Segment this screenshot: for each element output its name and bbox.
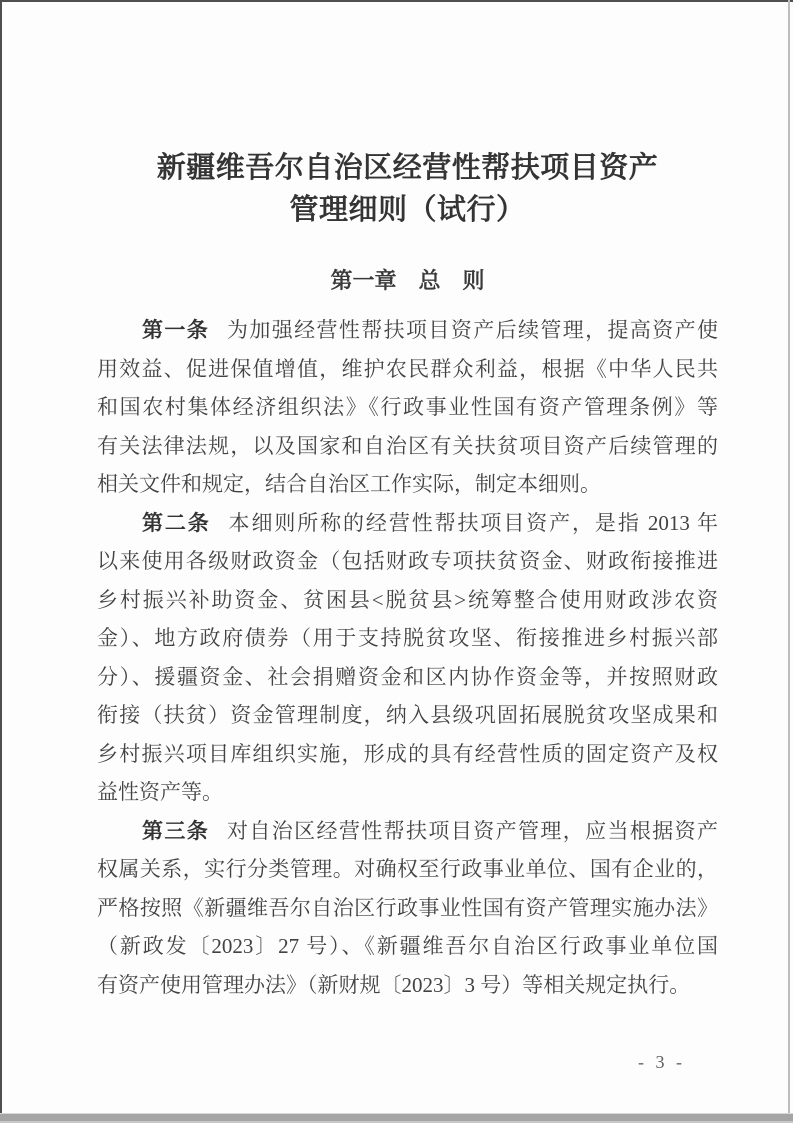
body-line: （新政发〔2023〕27 号）、《新疆维吾尔自治区行政事业单位国 [97, 934, 718, 958]
body-line: 乡村振兴补助资金、贫困县<脱贫县>统筹整合使用财政涉农资 [97, 587, 718, 612]
chapter-heading: 第一章 总 则 [330, 268, 485, 293]
body-line: 金）、地方政府债券（用于支持脱贫攻坚、衔接推进乡村振兴部 [97, 626, 718, 650]
paragraph-lead: 第三条 [142, 818, 210, 843]
first-line-text: 为加强经营性帮扶项目资产后续管理，提高资产使 [227, 318, 718, 342]
body-line: 有关法律法规，以及国家和自治区有关扶贫项目资产后续管理的 [97, 433, 718, 458]
scan-edge-right [788, 0, 790, 1122]
document-title [97, 147, 718, 231]
body-line: 用效益、促进保值增值，维护农民群众利益，根据《中华人民共 [97, 356, 718, 381]
paragraph [97, 812, 718, 1005]
body-line: 以来使用各级财政资金（包括财政专项扶贫资金、财政衔接推进 [97, 549, 718, 573]
document-title-line-2: 管理细则（试行） [289, 194, 526, 226]
scan-edge-left [0, 0, 2, 1122]
body-line: 衔接（扶贫）资金管理制度，纳入县级巩固拓展脱贫攻坚成果和 [97, 703, 718, 727]
body-line: 权属关系，实行分类管理。对确权至行政事业单位、国有企业的， [97, 857, 718, 881]
body-line: 相关文件和规定，结合自治区工作实际，制定本细则。 [97, 472, 601, 496]
body-line [97, 311, 718, 350]
paragraph [97, 504, 718, 812]
body-line: 分）、援疆资金、社会捐赠资金和区内协作资金等，并按照财政 [97, 664, 718, 689]
document-body [97, 311, 718, 1004]
body-line: 有资产使用管理办法》（新财规〔2023〕3 号）等相关规定执行。 [97, 972, 691, 997]
paragraph-lead: 第二条 [142, 510, 211, 535]
body-line [97, 504, 718, 543]
body-line: 和国农村集体经济组织法》《行政事业性国有资产管理条例》等 [97, 395, 718, 419]
body-line: 严格按照《新疆维吾尔自治区行政事业性国有资产管理实施办法》 [97, 895, 718, 920]
first-line-text: 本细则所称的经营性帮扶项目资产，是指 2013 年 [228, 510, 718, 535]
scan-edge-top [0, 0, 793, 2]
body-line: 益性资产等。 [97, 780, 223, 804]
paragraph-lead: 第一条 [142, 318, 210, 342]
first-line-text: 对自治区经营性帮扶项目资产管理，应当根据资产 [227, 818, 718, 843]
body-line [97, 812, 718, 851]
document-title-line-1: 新疆维吾尔自治区经营性帮扶项目资产 [156, 152, 659, 184]
page-number: - 3 - [638, 1052, 686, 1072]
body-line: 乡村振兴项目库组织实施，形成的具有经营性质的固定资产及权 [97, 741, 718, 766]
paragraph [97, 311, 718, 504]
